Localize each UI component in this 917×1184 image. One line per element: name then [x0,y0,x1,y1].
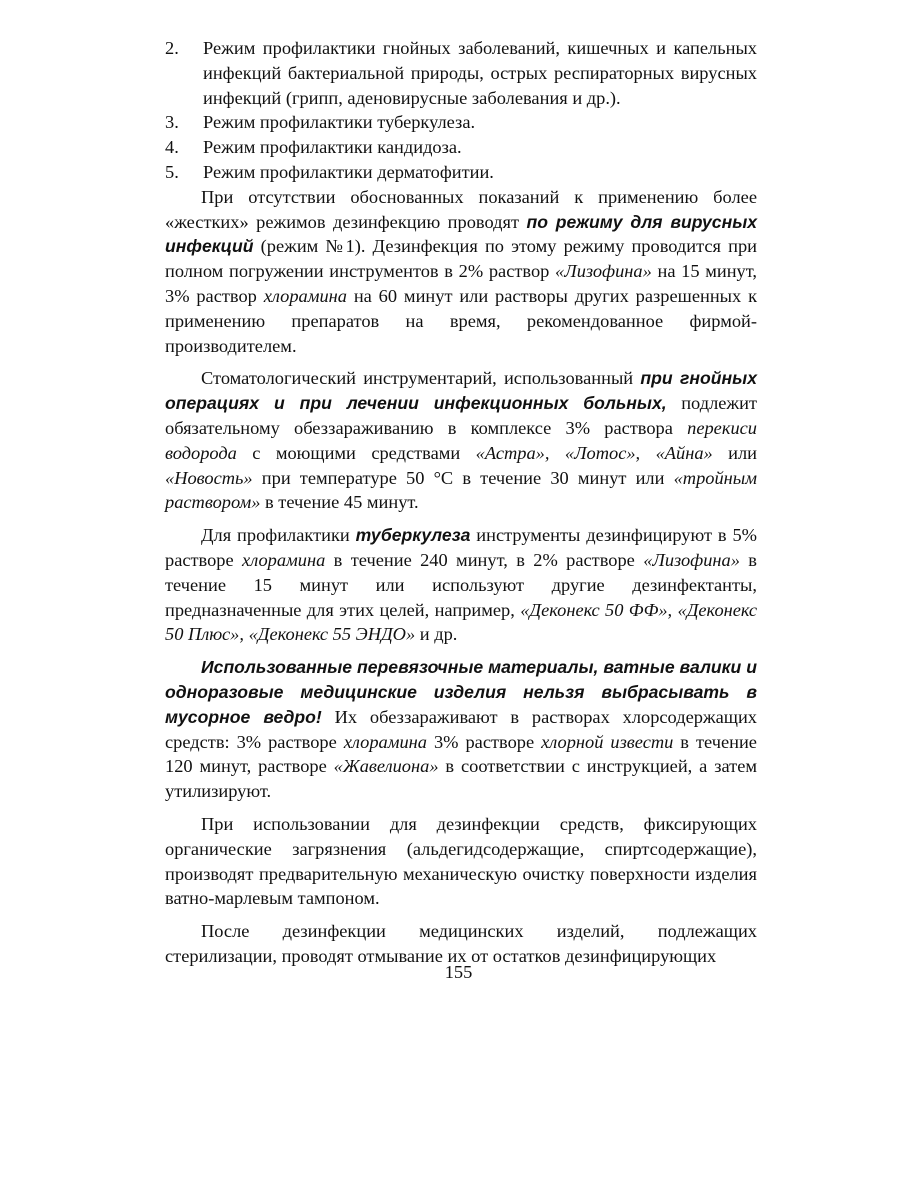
emphasis-italic: хлорной извести [541,731,674,752]
text-run: на 15 минут, 3% раствор [165,261,757,306]
emphasis-italic: хлорамина [263,285,347,306]
list-item-number: 2. [165,38,179,58]
list-item [165,110,757,135]
emphasis-italic: перекиси водорода [165,417,757,463]
emphasis-italic: хлорамина [242,549,326,570]
text-run: инструменты дезинфицируют в 5% растворе [165,525,757,570]
emphasis-italic: «Деконекс 50 ФФ», «Деконекс 50 Плюс», «Деконекс 55 ЭНДО» [165,599,758,645]
text-run: При отсутствии обоснованных показаний к применению более «жестких» режимов дезинфекцию проводят [165,186,757,232]
emphasis-bold-italic: при гнойных операциях и при лечении инфекционных больных, [165,368,757,414]
text-run: 3% растворе [427,731,542,752]
text-run: на 60 минут или растворы других разрешенных к применению препаратов на время, рекомендованное фирмой-производителем. [165,285,758,356]
text-run: при температуре 50 °С в течение 30 минут или [252,467,674,488]
emphasis-italic: «тройным раствором» [165,467,757,513]
page-text [165,36,757,969]
list-item [165,36,757,110]
text-run: в течение 240 минут, в 2% растворе [325,549,644,570]
list-item [165,135,757,160]
text-run: в соответствии с инструкцией, а затем утилизируют. [165,756,757,802]
text-run: в течение 120 минут, растворе [165,731,757,777]
text-run: в течение 45 минут. [260,492,419,513]
paragraph-precleaning: При использовании для дезинфекции средств, фиксирующих органические загрязнения (альдегидсодержащие, спиртсодержащие), производят предварительную механическую очистку поверхности изделия ватно-марлевым тампоном. [165,813,757,909]
text-run: (режим №1). Дезинфекция по этому режиму проводится при полном погружении инструментов в 2% раствор [165,236,757,282]
list-item-text: Режим профилактики туберкулеза. [203,112,476,133]
list-item-number: 3. [165,112,179,133]
list-item-text: Режим профилактики гнойных заболеваний, кишечных и капельных инфекций бактериальной природы, острых респираторных вирусных инфекций (грипп, аденовирусные заболевания и др.). [203,38,757,108]
paragraph-viral-regime [165,185,757,359]
emphasis-bold-italic: туберкулеза [355,525,471,546]
text-run: подлежит обязательному обеззараживанию в комплексе 3% раствора [165,393,758,438]
text-run: Для профилактики [201,525,356,546]
list-item-text: Режим профилактики дерматофитии. [203,161,494,182]
paragraph-rinsing: После дезинфекции медицинских изделий, подлежащих стерилизации, проводят отмывание их от остатков дезинфицирующих [165,921,757,966]
emphasis-italic: хлорамина [343,731,427,752]
emphasis-italic: «Новость» [165,467,253,488]
paragraph-dressing-materials [165,655,757,804]
emphasis-bold-italic: по режиму для вирусных инфекций [165,211,758,257]
paragraph-dental-instruments [165,366,757,515]
text-run: с моющими средствами [236,442,476,463]
emphasis-italic: «Лизофина» [555,261,652,282]
list-item [165,160,757,185]
list-item-number: 5. [165,161,179,182]
emphasis-italic: «Астра», «Лотос», «Айна» [475,442,713,463]
emphasis-bold-italic: Использованные перевязочные материалы, ватные валики и одноразовые медицинские изделия нельзя выбрасывать в мусорное ведро! [165,657,757,727]
emphasis-italic: «Лизофина» [643,549,740,570]
page-number: 155 [444,962,473,982]
paragraph-tuberculosis [165,523,757,647]
text-run: или [712,442,758,463]
regime-list [165,36,757,185]
text-run: в течение 15 минут или используют другие дезинфектанты, предназначенные для этих целей, например, [165,549,757,620]
text-run: Их обеззараживают в растворах хлорсодержащих средств: 3% растворе [165,706,757,752]
text-run: Стоматологический инструментарий, использованный [201,368,641,389]
text-run: и др. [415,624,458,645]
list-item-number: 4. [165,137,179,158]
list-item-text: Режим профилактики кандидоза. [203,137,462,158]
emphasis-italic: «Жавелиона» [333,756,439,777]
